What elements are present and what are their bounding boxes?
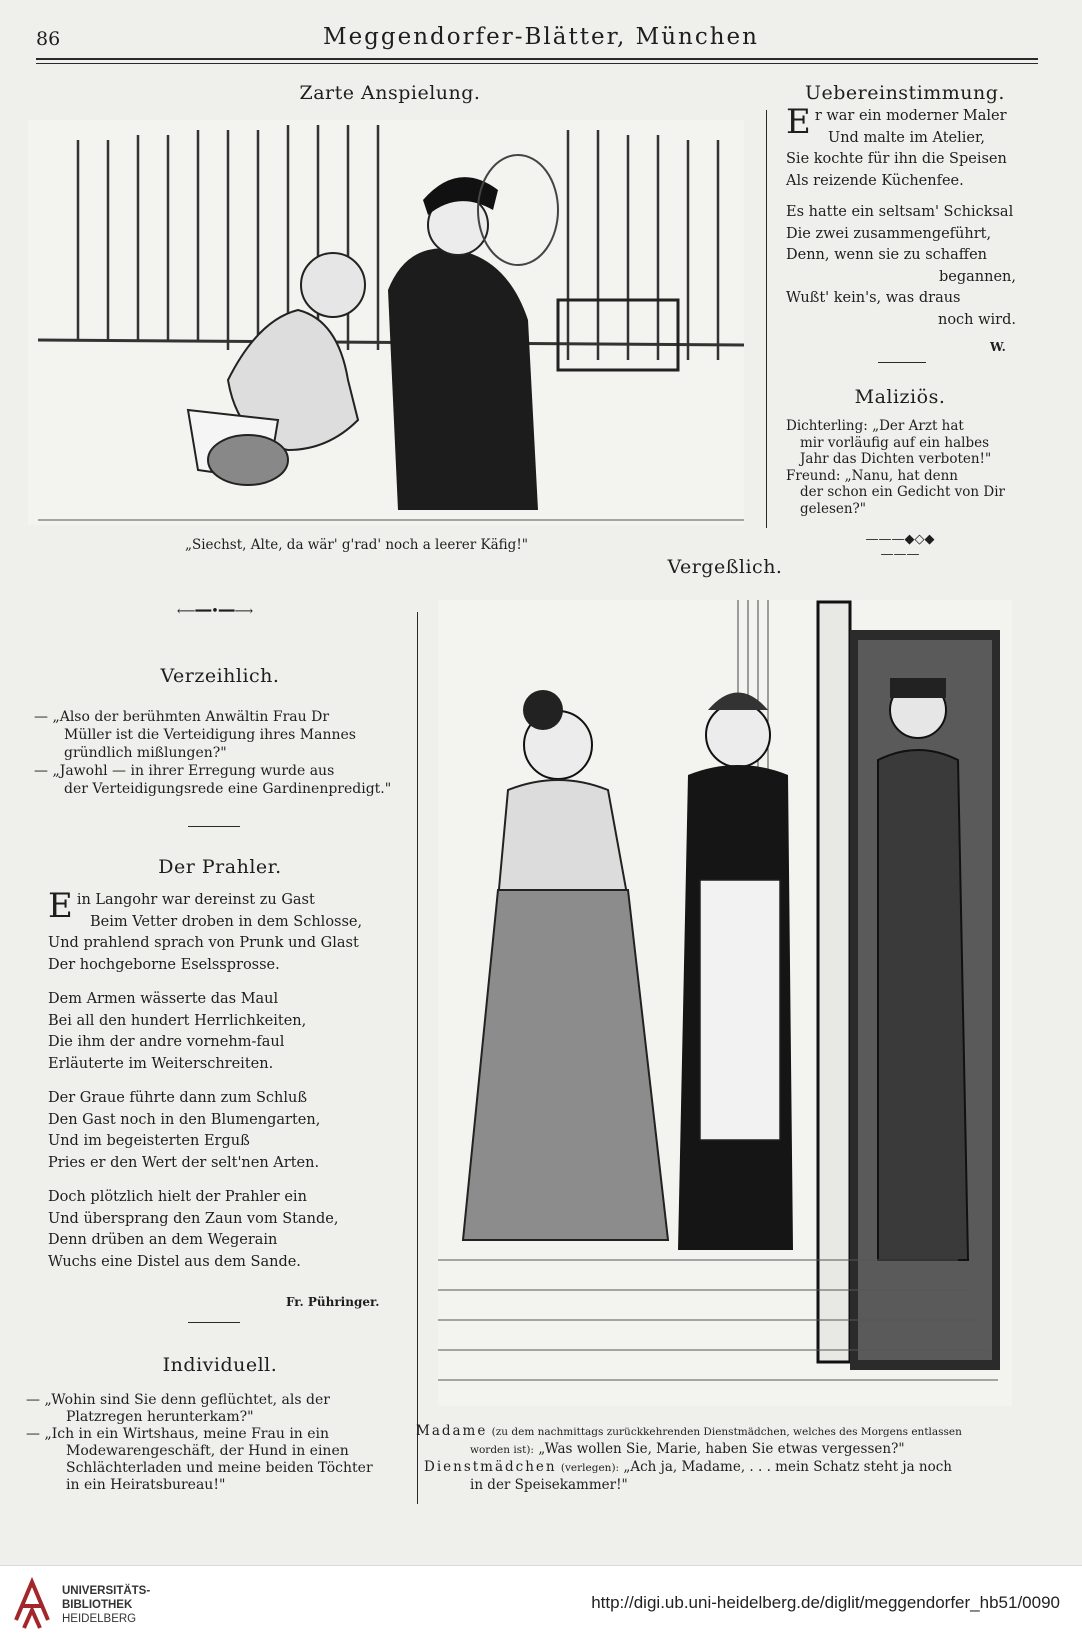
poem-line: Der Graue führte dann zum Schluß <box>48 1090 308 1106</box>
dialog-line: — „Also der berühmten Anwältin Frau Dr <box>34 709 330 725</box>
dialog-line: Modewarengeschäft, der Hund in einen <box>66 1443 349 1459</box>
poem-line: Es hatte ein seltsam' Schicksal <box>786 204 1014 220</box>
ornament-arrow-icon: ⟵━━•━━⟶ <box>176 604 254 619</box>
poem-line: Und malte im Atelier, <box>828 129 985 146</box>
dialog-line: Dichterling: „Der Arzt hat <box>786 418 964 434</box>
library-name-line: UNIVERSITÄTS- <box>62 1585 151 1597</box>
dialog-line: in ein Heiratsbureau!" <box>66 1477 226 1493</box>
vergess-caption-line-2 <box>470 1441 905 1457</box>
poem-line: Und prahlend sprach von Prunk und Glast <box>48 935 359 951</box>
dialog-text: „Ach ja, Madame, . . . mein Schatz steht ja noch <box>623 1459 952 1475</box>
stage-direction: (zu dem nachmittags zurückkehrenden Dienstmädchen, welches des Morgens entlassen <box>491 1426 962 1438</box>
poem-line: Der hochgeborne Eselssprosse. <box>48 956 280 973</box>
poem-line: Doch plötzlich hielt der Prahler ein <box>48 1189 307 1205</box>
ueberein-signature: W. <box>990 340 1006 354</box>
poem-line: Als reizende Küchenfee. <box>786 172 964 189</box>
library-name-line: HEIDELBERG <box>62 1613 137 1625</box>
poem-line: Und übersprang den Zaun vom Stande, <box>48 1210 339 1227</box>
university-library-logo-icon <box>12 1576 52 1632</box>
poem-line: Die ihm der andre vornehm-faul <box>48 1034 285 1050</box>
vergess-caption-line-4 <box>470 1477 628 1493</box>
poem-line: Und im begeisterten Erguß <box>48 1133 250 1149</box>
column-divider-top <box>766 110 767 528</box>
poem-line: Beim Vetter droben in dem Schlosse, <box>90 913 363 930</box>
dialog-line: der Verteidigungsrede eine Gardinenpredigt." <box>64 781 392 797</box>
stage-direction: worden ist): <box>470 1444 534 1456</box>
vergess-caption-line-1 <box>416 1423 962 1439</box>
separator-rule <box>188 1322 240 1323</box>
indiv-dialog <box>26 1392 398 1494</box>
maliz-dialog <box>786 418 1018 517</box>
verzeih-title: Verzeihlich. <box>160 665 280 687</box>
poem-line: in Langohr war dereinst zu Gast <box>76 892 315 908</box>
poem-line: Sie kochte für ihn die Speisen <box>786 151 1007 167</box>
poem-line: Wußt' kein's, was draus <box>786 290 961 306</box>
ornament-divider-icon: ———◆◇◆——— <box>865 532 935 562</box>
poem-line: Denn, wenn sie zu schaffen <box>786 247 988 263</box>
speaker-label: Dienstmädchen <box>424 1459 557 1475</box>
pantry-door-illustration <box>438 600 1012 1406</box>
poem-line: noch wird. <box>937 311 1016 328</box>
library-name-line: BIBLIOTHEK <box>62 1599 133 1611</box>
poem-line: Pries er den Wert der selt'nen Arten. <box>48 1154 320 1171</box>
dialog-line: Platzregen herunterkam?" <box>66 1409 254 1425</box>
verzeih-dialog <box>34 708 398 798</box>
prahler-signature: Fr. Pühringer. <box>286 1295 380 1309</box>
stage-direction: (verlegen): <box>560 1462 620 1474</box>
poem-line: Denn drüben an dem Wegerain <box>48 1232 278 1248</box>
poem-line: begannen, <box>939 268 1016 285</box>
dialog-line: — „Wohin sind Sie denn geflüchtet, als der <box>26 1392 330 1408</box>
vergess-title: Vergeßlich. <box>667 556 783 578</box>
dialog-text: in der Speisekammer!" <box>470 1477 628 1493</box>
dialog-line: Jahr das Dichten verboten!" <box>800 451 992 467</box>
separator-rule <box>188 826 240 827</box>
dialog-line: Schlächterladen und meine beiden Töchter <box>66 1460 373 1476</box>
poem-line: Dem Armen wässerte das Maul <box>48 991 279 1007</box>
ueberein-dropcap: E <box>786 102 811 142</box>
dialog-line: gründlich mißlungen?" <box>64 745 227 761</box>
zoo-cage-illustration <box>28 120 744 525</box>
poem-line: Bei all den hundert Herrlichkeiten, <box>48 1012 307 1029</box>
column-divider-bottom <box>417 612 418 1504</box>
ueberein-poem <box>786 102 1016 331</box>
poem-line: Erläuterte im Weiterschreiten. <box>48 1055 274 1072</box>
dialog-line: gelesen?" <box>800 500 866 517</box>
dialog-text: „Was wollen Sie, Marie, haben Sie etwas vergessen?" <box>538 1441 905 1457</box>
dialog-line: — „Ich in ein Wirtshaus, meine Frau in ein <box>26 1426 330 1442</box>
zarte-caption: „Siechst, Alte, da wär' g'rad' noch a leerer Käfig!" <box>185 537 528 553</box>
header-rule-thin <box>36 63 1038 64</box>
zoo-cage-drawing <box>28 120 744 525</box>
vergess-caption-line-3 <box>424 1459 952 1475</box>
prahler-poem <box>48 886 398 1273</box>
pantry-door-drawing <box>438 600 1012 1406</box>
poem-line: Wuchs eine Distel aus dem Sande. <box>48 1253 301 1270</box>
speaker-label: Madame <box>416 1423 488 1439</box>
permalink-url[interactable]: http://digi.ub.uni-heidelberg.de/diglit/meggendorfer_hb51/0090 <box>591 1593 1060 1612</box>
separator-rule <box>878 362 926 363</box>
prahler-title: Der Prahler. <box>158 856 282 878</box>
zarte-title: Zarte Anspielung. <box>299 82 481 104</box>
library-name <box>62 1584 150 1626</box>
dialog-line: Müller ist die Verteidigung ihres Mannes <box>64 727 356 743</box>
running-header-title: Meggendorfer-Blätter, München <box>323 24 759 50</box>
header-rule <box>36 58 1038 60</box>
indiv-title: Individuell. <box>162 1354 278 1376</box>
library-footer <box>0 1565 1082 1644</box>
dialog-line: mir vorläufig auf ein halbes <box>800 434 990 451</box>
prahler-dropcap: E <box>48 886 73 926</box>
poem-line: r war ein moderner Maler <box>814 108 1007 124</box>
page-number: 86 <box>36 28 61 50</box>
ueberein-title: Uebereinstimmung. <box>805 82 1005 104</box>
dialog-line: Freund: „Nanu, hat denn <box>786 467 958 484</box>
maliz-title: Maliziös. <box>854 386 946 408</box>
dialog-line: der schon ein Gedicht von Dir <box>800 484 1006 500</box>
poem-line: Die zwei zusammengeführt, <box>786 225 992 242</box>
poem-line: Den Gast noch in den Blumengarten, <box>48 1111 321 1128</box>
dialog-line: — „Jawohl — in ihrer Erregung wurde aus <box>34 763 335 779</box>
